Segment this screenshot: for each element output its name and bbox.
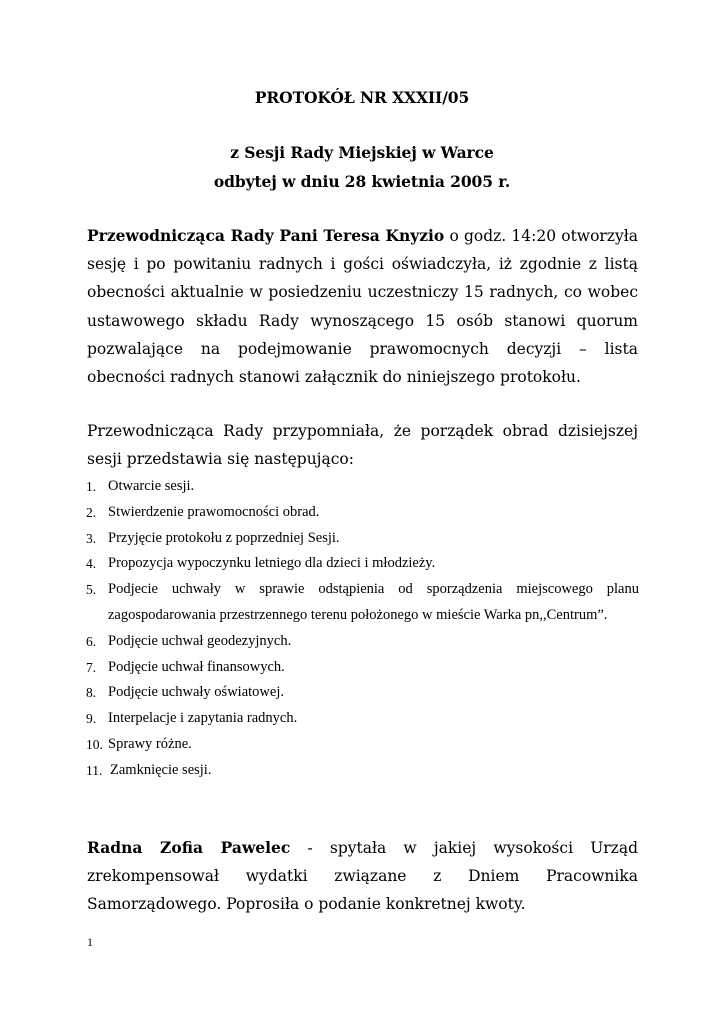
- agenda-item-number: 10.: [86, 736, 103, 752]
- agenda-item: [86, 655, 639, 681]
- opening-paragraph: [87, 222, 638, 391]
- agenda-item-text: Podjecie uchwały w sprawie odstąpienia od sporządzenia miejscowego planu zagospodarowania przestrzennego terenu położonego w mieście Warka pn,,Centrum”.: [108, 581, 639, 623]
- agenda-item-text: Podjęcie uchwał finansowych.: [108, 658, 285, 675]
- agenda-intro-paragraph: Przewodnicząca Rady przypomniała, że porządek obrad dzisiejszej sesji przedstawia się następująco:: [87, 422, 638, 469]
- agenda-item: [86, 474, 639, 500]
- councilor-name: Radna Zofia Pawelec: [87, 838, 291, 857]
- agenda-item-text: Przyjęcie protokołu z poprzedniej Sesji.: [108, 529, 340, 546]
- councilor-question-paragraph: [87, 834, 638, 919]
- agenda-item: [86, 577, 639, 629]
- agenda-item-number: 5.: [86, 582, 97, 598]
- agenda-item-number: 9.: [86, 711, 97, 727]
- agenda-item-text: Propozycja wypoczynku letniego dla dzieci i młodzieży.: [108, 555, 436, 572]
- agenda-item-text: Otwarcie sesji.: [108, 478, 195, 494]
- document-title: PROTOKÓŁ NR XXXII/05: [254, 88, 470, 107]
- agenda-item: [86, 732, 639, 758]
- agenda-item: [86, 629, 639, 655]
- agenda-item-number: 7.: [86, 659, 97, 675]
- agenda-list: [86, 474, 639, 784]
- agenda-item: [86, 706, 639, 732]
- agenda-item: [86, 758, 639, 784]
- agenda-item-text: Zamknięcie sesji.: [110, 761, 212, 778]
- agenda-item-number: 11.: [86, 762, 103, 778]
- agenda-item-text: Podjęcie uchwały oświatowej.: [108, 684, 284, 701]
- agenda-item: [86, 551, 639, 577]
- document-subtitle-line1: z Sesji Rady Miejskiej w Warce: [230, 143, 494, 162]
- opening-paragraph-text: o godz. 14:20 otworzyła sesję i po powitaniu radnych i gości oświadczyła, iż zgodnie z listą obecności aktualnie w posiedzeniu uczestniczy 15 radnych, co wobec ustawowego składu Rady wynoszącego 15 osób stanowi quorum pozwalające na podejmowanie prawomocnych decyzji – lista obecności radnych stanowi załącznik do niniejszego protokołu.: [87, 227, 638, 387]
- document-subtitle-line2: odbytej w dniu 28 kwietnia 2005 r.: [213, 172, 511, 191]
- agenda-item-number: 2.: [86, 504, 97, 520]
- agenda-item-text: Podjęcie uchwał geodezyjnych.: [108, 632, 292, 649]
- agenda-item: [86, 526, 639, 552]
- agenda-item-number: 6.: [86, 633, 97, 649]
- agenda-item-text: Stwierdzenie prawomocności obrad.: [108, 503, 320, 520]
- agenda-item: [86, 680, 639, 706]
- agenda-item: [86, 500, 639, 526]
- agenda-item-text: Interpelacje i zapytania radnych.: [108, 710, 298, 727]
- agenda-item-number: 3.: [86, 530, 97, 546]
- agenda-item-number: 1.: [86, 479, 97, 494]
- agenda-item-number: 8.: [86, 685, 97, 701]
- page-number: 1: [87, 935, 93, 949]
- agenda-item-text: Sprawy różne.: [108, 735, 192, 752]
- chairwoman-name: Przewodnicząca Rady Pani Teresa Knyzio: [87, 226, 445, 245]
- agenda-item-number: 4.: [86, 556, 97, 572]
- councilor-question-text: - spytała w jakiej wysokości Urząd zrekompensował wydatki związane z Dniem Pracownika Samorządowego. Poprosiła o podanie konkretnej kwoty.: [87, 839, 638, 914]
